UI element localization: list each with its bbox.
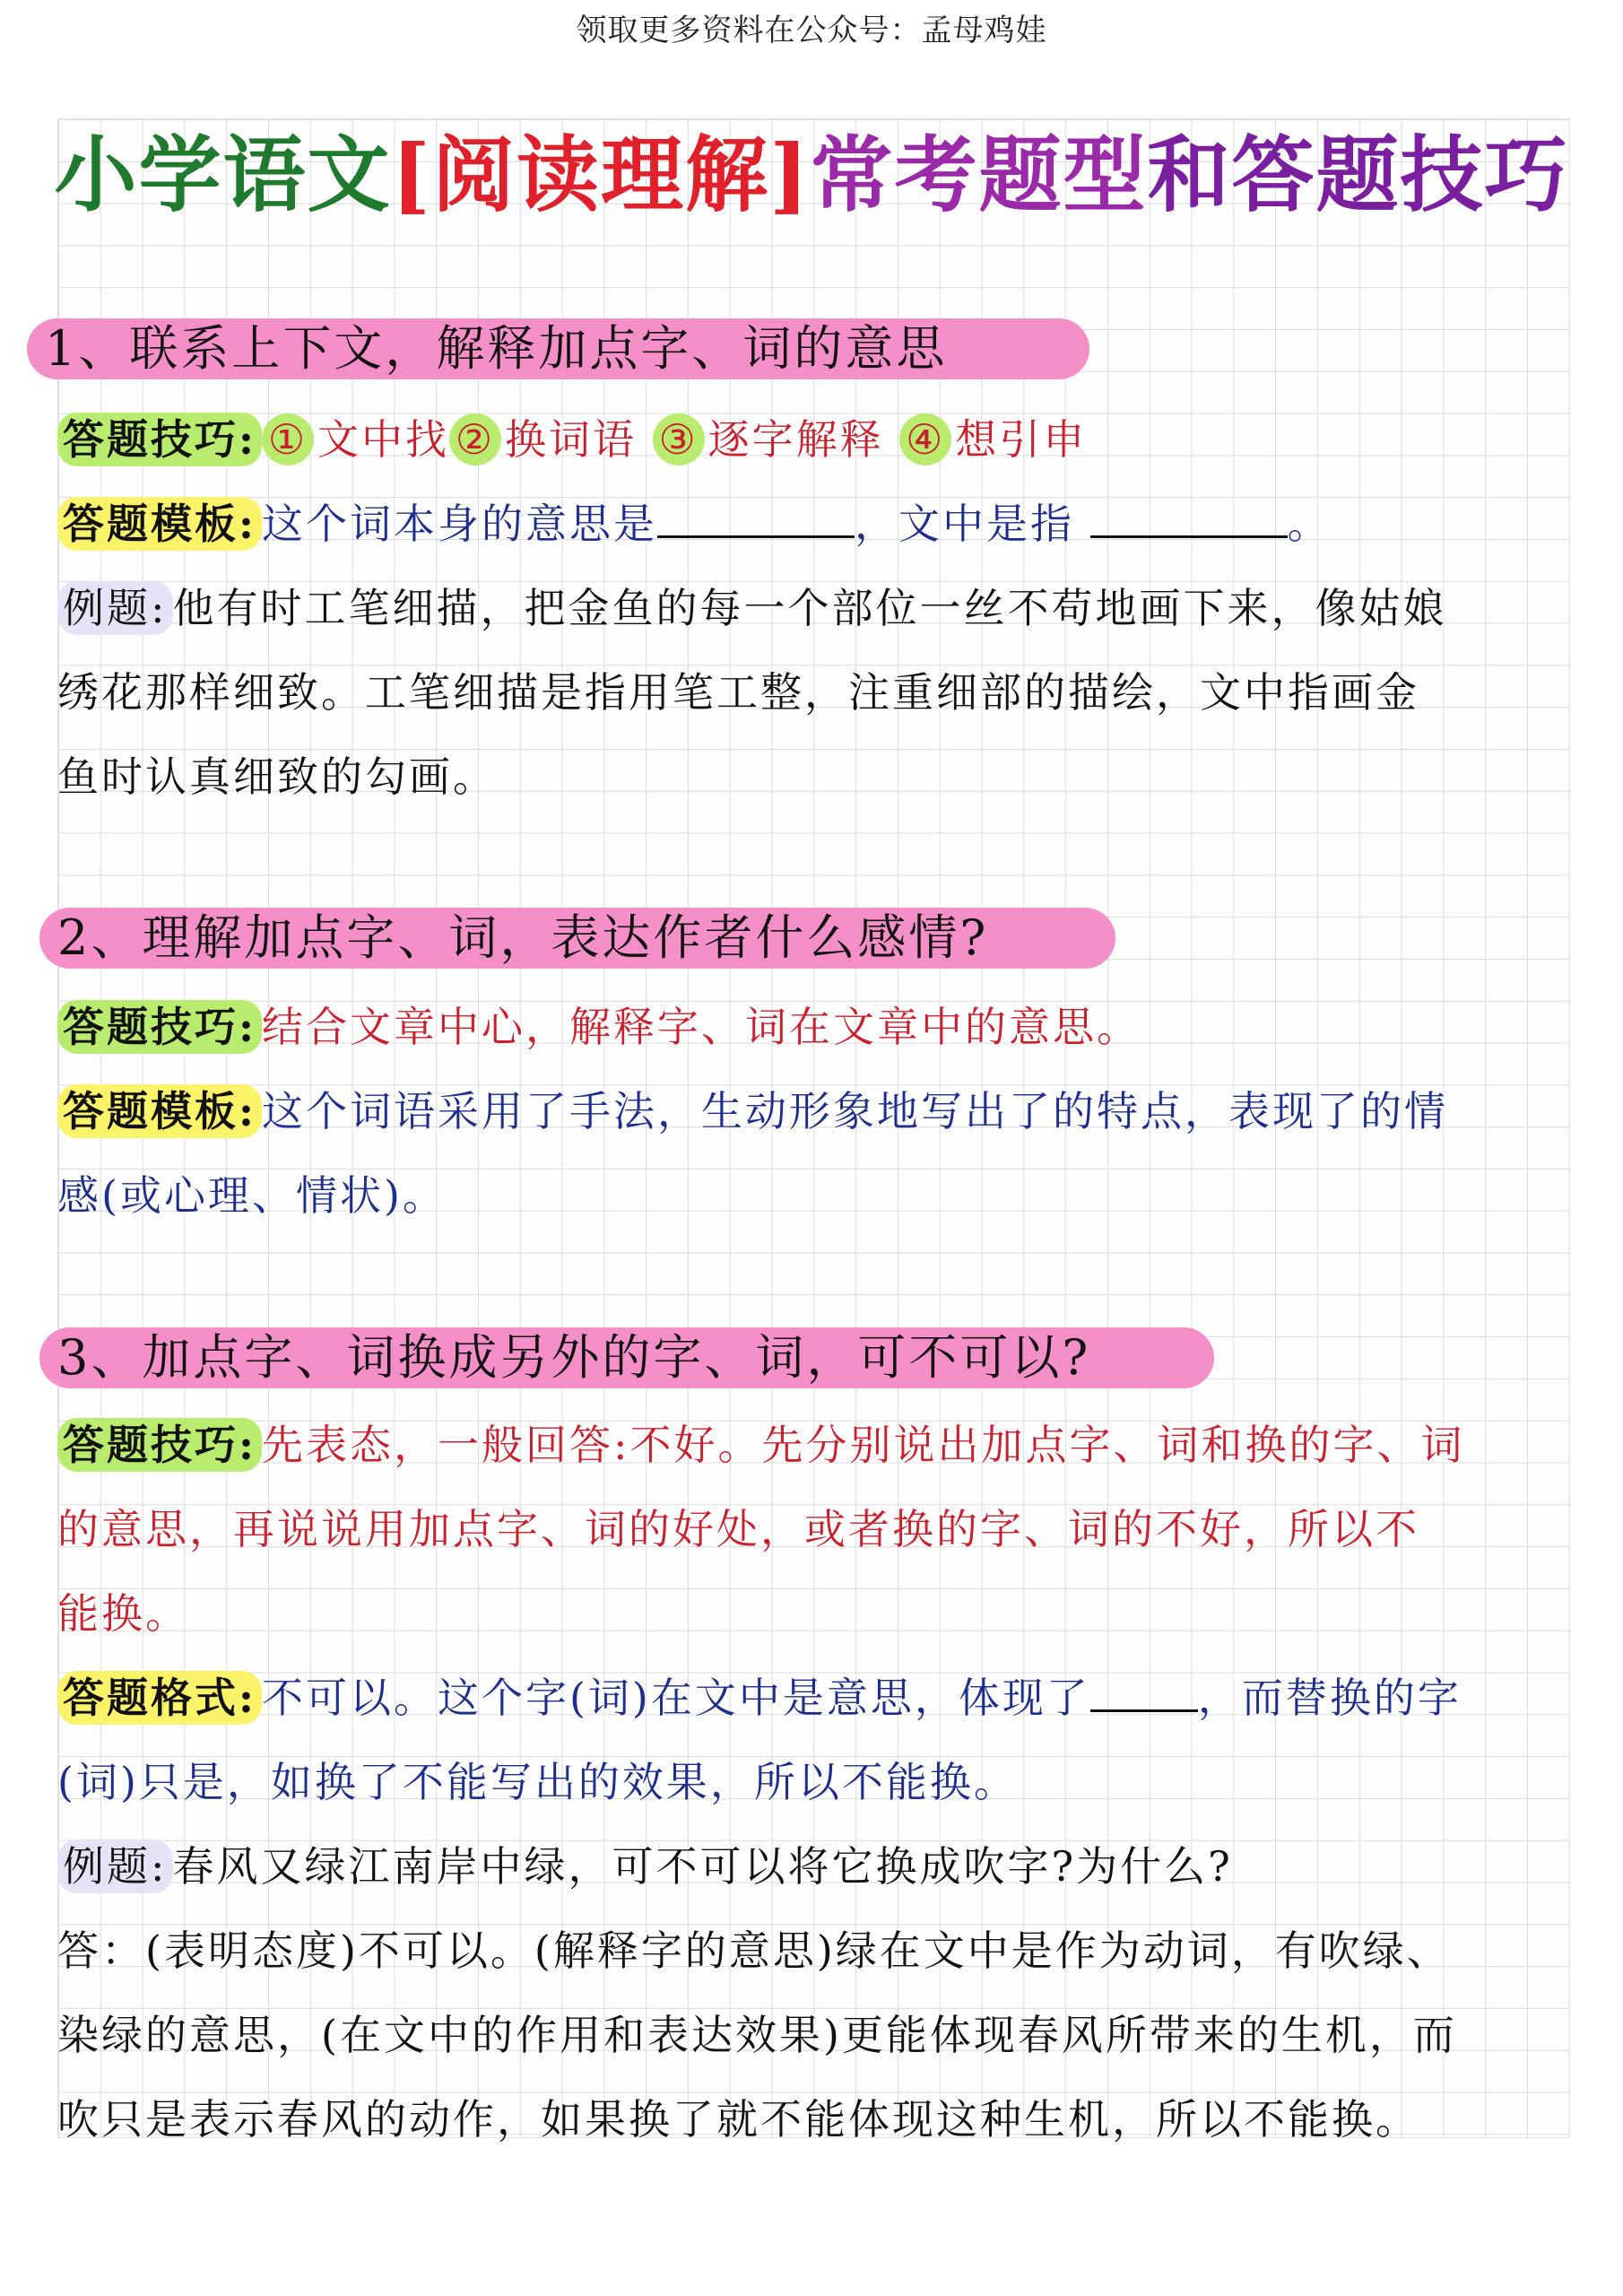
section-1-template xyxy=(57,482,1564,566)
section-3-format xyxy=(57,1656,1564,1740)
section-2-template xyxy=(57,1069,1564,1153)
tip-text: 先表态，一般回答:不好。先分别说出加点字、词和换的字、词 xyxy=(261,1421,1465,1469)
template-text-a: 这个词本身的意思是 xyxy=(261,500,657,548)
tip-label: 答题技巧: xyxy=(57,413,262,466)
section-3-answer-line: 染绿的意思，(在文中的作用和表达效果)更能体现春风所带来的生机，而 xyxy=(57,2011,1457,2059)
tip-text: 逐字解释 xyxy=(707,415,884,464)
tip-number: ④ xyxy=(899,413,951,465)
section-1-heading: 1、联系上下文，解释加点字、词的意思 xyxy=(27,318,1089,379)
tip-text: 结合文章中心，解释字、词在文章中的意思。 xyxy=(261,1003,1141,1051)
tip-text: 换词语 xyxy=(504,415,637,464)
section-3-heading: 3、加点字、词换成另外的字、词，可不可以? xyxy=(39,1327,1214,1388)
template-label: 答题模板: xyxy=(57,497,262,551)
title-part-2: [阅读理解] xyxy=(391,126,811,223)
answer-blank xyxy=(1090,1670,1198,1712)
template-text: 这个词语采用了手法，生动形象地写出了的特点，表现了的情 xyxy=(261,1087,1448,1135)
section-3-answer-line: 答：(表明态度)不可以。(解释字的意思)绿在文中是作为动词，有吹绿、 xyxy=(57,1926,1451,1975)
example-text: 春风又绿江南岸中绿，可不可以将它换成吹字?为什么? xyxy=(172,1842,1233,1891)
format-label: 答题格式: xyxy=(57,1671,262,1725)
title-part-1: 小学语文 xyxy=(54,126,392,223)
format-text-b: ，而替换的字 xyxy=(1197,1674,1462,1722)
template-text-c: 。 xyxy=(1287,500,1332,548)
section-1-example-line: 鱼时认真细致的勾画。 xyxy=(57,752,497,801)
answer-blank xyxy=(1090,496,1288,538)
section-1-example-line xyxy=(57,566,1564,650)
section-2-heading: 2、理解加点字、词，表达作者什么感情? xyxy=(39,908,1115,969)
tip-number: ② xyxy=(449,413,501,465)
watermark: 领取更多资料在公众号：孟母鸡娃 xyxy=(576,13,1047,48)
section-3-example xyxy=(57,1824,1564,1909)
tip-number: ③ xyxy=(653,413,705,465)
section-1-example-line: 绣花那样细致。工笔细描是指用笔工整，注重细部的描绘，文中指画金 xyxy=(57,668,1419,717)
example-label: 例题: xyxy=(57,581,173,635)
section-2-template-line: 感(或心理、情状)。 xyxy=(57,1171,447,1220)
section-3-tips xyxy=(57,1403,1564,1487)
section-3-format-line: (词)只是，如换了不能写出的效果，所以不能换。 xyxy=(57,1758,1018,1806)
answer-blank xyxy=(657,496,855,538)
example-text: 他有时工笔细描，把金鱼的每一个部位一丝不苟地画下来，像姑娘 xyxy=(172,584,1447,632)
tip-text: 想引申 xyxy=(955,415,1088,464)
tip-label: 答题技巧: xyxy=(57,1418,262,1472)
tip-label: 答题技巧: xyxy=(57,1000,262,1054)
section-3-answer-line: 吹只是表示春风的动作，如果换了就不能体现这种生机，所以不能换。 xyxy=(57,2095,1419,2144)
example-label: 例题: xyxy=(57,1839,173,1893)
title-part-3: 常考题型 xyxy=(810,126,1148,223)
tip-number: ① xyxy=(262,413,314,465)
section-3-tip-line: 能换。 xyxy=(57,1589,189,1638)
title-part-4: 和答题技巧 xyxy=(1147,126,1569,223)
format-text-a: 不可以。这个字(词)在文中是意思，体现了 xyxy=(261,1674,1090,1722)
tip-text: 文中找 xyxy=(317,415,449,464)
section-1-tips xyxy=(57,397,1564,482)
section-3-tip-line: 的意思，再说说用加点字、词的好处，或者换的字、词的不好，所以不 xyxy=(57,1505,1419,1553)
page-title xyxy=(0,126,1623,224)
template-text-b: ，文中是指 xyxy=(854,500,1074,548)
template-label: 答题模板: xyxy=(57,1084,262,1138)
section-2-tips xyxy=(57,985,1564,1069)
